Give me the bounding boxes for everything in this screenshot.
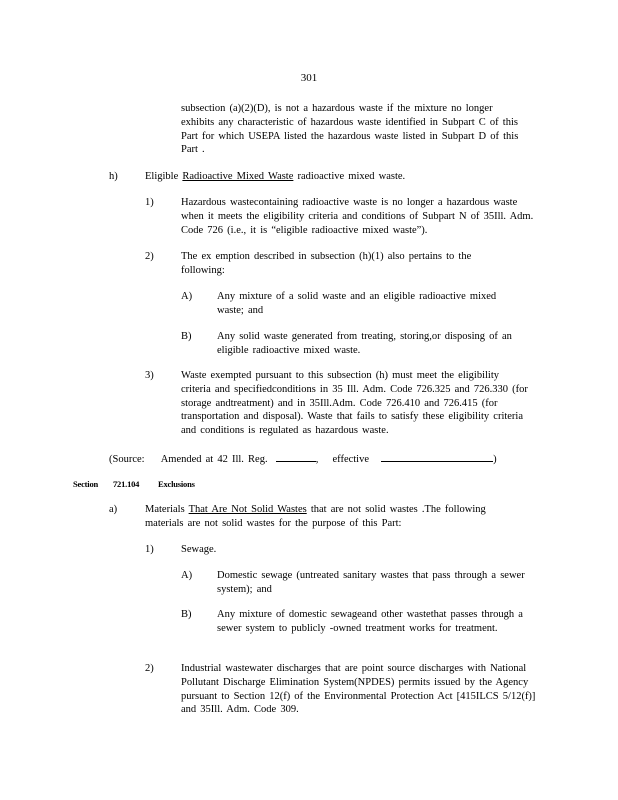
a-item-2-text: Industrial wastewater discharges that are point source discharges with National Pollutant Discharge Elimination System(NPDES) permits issued by the Agency pursuant to Section 12(f) of the Environmental Protection Act [415ILCS 5/12(f)] and 35Ill. Adm. Code 309. (181, 663, 536, 716)
section-number: 721.104 (113, 479, 140, 489)
a-item-B-text: Any mixture of domestic sewageand other wastethat passes through a sewer system to publicly -owned treatment works for treatment. (217, 609, 523, 634)
section-label: Section (73, 479, 99, 489)
h-item-2-text: The ex emption described in subsection (h)(1) also pertains to the following: (181, 251, 472, 276)
subsection-a-text (145, 503, 513, 531)
source-effective: effective (332, 454, 370, 465)
h-underlined: Radioactive Mixed Waste (182, 171, 294, 182)
h-item-1-label: 1) (145, 197, 154, 208)
section-title: Exclusions (158, 479, 195, 489)
h-prefix: Eligible (145, 171, 183, 182)
h-item-B-text: Any solid waste generated from treating, storing,or disposing of an eligible radioactive mixed waste. (217, 331, 512, 356)
source-close: ) (493, 454, 497, 465)
a-underlined: That Are Not Solid Wastes (188, 504, 307, 515)
source-open: (Source: (109, 454, 145, 465)
subsection-h-heading (145, 170, 525, 184)
source-comma: , (315, 454, 319, 465)
intro-paragraph: subsection (a)(2)(D), is not a hazardous waste if the mixture no longer exhibits any characteristic of hazardous waste identified in Subpart C of this Part for which USEPA listed the hazardous waste listed in Subpart D of this Part . (181, 103, 519, 156)
h-suffix: radioactive mixed waste. (293, 171, 406, 182)
h-item-3-label: 3) (145, 370, 154, 381)
page-number: 301 (300, 72, 318, 84)
a-prefix: Materials (145, 504, 189, 515)
subsection-h-label: h) (109, 171, 118, 182)
source-effective-blank (381, 451, 493, 462)
h-item-A-label: A) (181, 291, 193, 302)
a-item-1-text: Sewage. (181, 544, 217, 555)
h-item-A-text: Any mixture of a solid waste and an eligible radioactive mixed waste; and (217, 291, 497, 316)
source-note (109, 451, 497, 467)
a-item-A-label: A) (181, 570, 193, 581)
subsection-a-label: a) (109, 504, 118, 515)
h-item-2-label: 2) (145, 251, 154, 262)
a-item-B-label: B) (181, 609, 192, 620)
h-item-3-text: Waste exempted pursuant to this subsection (h) must meet the eligibility criteria and specifiedconditions in 35 Ill. Adm. Code 726.325 and 726.330 (for storage andtreatment) and in 35Ill.Adm. Code 726.410 and 726.415 (for transportation and disposal). Waste that fails to satisfy these eligibility criteria and conditions is regulated as hazardous waste. (181, 370, 528, 437)
a-suffix: that are not solid wastes .The following materials are not solid wastes for the purpose of this Part: (145, 504, 486, 529)
a-item-2-label: 2) (145, 663, 154, 674)
a-item-1-label: 1) (145, 544, 154, 555)
source-amended: Amended at 42 Ill. Reg. (160, 454, 268, 465)
h-item-B-label: B) (181, 331, 192, 342)
source-reg-blank (276, 451, 316, 462)
h-item-1-text: Hazardous wastecontaining radioactive waste is no longer a hazardous waste when it meets the eligibility criteria and conditions of Subpart N of 35Ill. Adm. Code 726 (i.e., it is “eligible radioactive mixed waste”). (181, 197, 534, 236)
a-item-A-text: Domestic sewage (untreated sanitary wastes that pass through a sewer system); and (217, 570, 525, 595)
